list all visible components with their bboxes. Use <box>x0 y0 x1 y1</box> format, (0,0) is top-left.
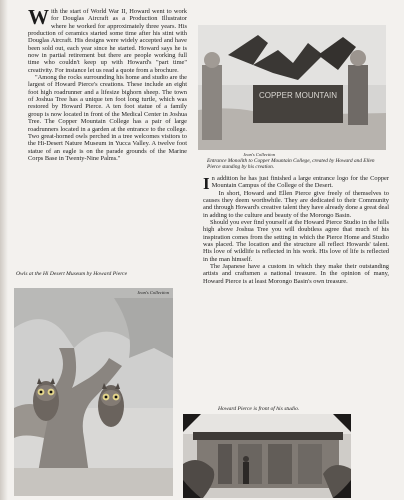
studio-photo <box>183 414 351 498</box>
studio-photo-caption: Howard Pierce is front of his studio. <box>218 406 300 412</box>
owls-photo <box>14 288 173 496</box>
owls-photo-caption: Owls at the Hi Desert Museum by Howard Pierce <box>16 271 128 277</box>
monolith-photo-caption: Entrance Monolith to Copper Mountain College, created by Howard and Ellen Pierce standing by his creation. <box>207 158 375 171</box>
paragraph: "Among the rocks surrounding his home and studio are the largest of Howard Pierce's creations. These include an eight foot high roadrunner and a lifesize bighorn sheep. The town of Joshua Tree has a unique ten foot long turtle, which was restored by Howard Pierce. A ten foot statue of a family group is now located in front of the Medical Center in Joshua Tree. The Copper Mountain College has a pair of large roadrunners located in a garden at the entrance to the college. Two great-horned owls perched in a tree welcomes visitors to the Hi-Desert Nature Museum in Yucca Valley. A twelve foot statue of an eagle is on the parade grounds of the Marine Corps Base in Twenty-Nine Palms." <box>28 74 187 162</box>
monolith-photo <box>198 25 386 150</box>
dropcap-w: W <box>28 5 49 29</box>
owls-photo-credit: Jean's Collection <box>137 290 169 295</box>
sign-text: COPPER MOUNTAIN <box>258 91 338 100</box>
paragraph: The Japanese have a custom in which they make their outstanding artists and craftsmen a national treasure. In the opinion of many, Howard Pierce is at least Morongo Basin's own treasure. <box>203 263 389 285</box>
left-column-text <box>28 5 187 162</box>
right-column-text <box>203 175 389 285</box>
paragraph: In short, Howard and Ellen Pierce give freely of themselves to causes they deem worthwhile. They are dedicated to their Community and through Howard's creative talent they have already done a great deal in adding to the culture and beauty of the Morongo Basin. <box>203 189 389 219</box>
paragraph: Should you ever find yourself at the Howard Pierce Studio in the hills high above Joshua Tree you will doubtless agree that much of his inspiration comes from the setting in which the Pierce Home and Studio was placed. The location and the structure all reflect Howards' talent. His love of wildlife is reflected in his work. His love of life is reflected in the man himself. <box>203 219 389 263</box>
page-gutter-shadow <box>0 0 8 500</box>
paragraph: ith the start of World War II, Howard went to work for Douglas Aircraft as a Production Illustrator where he worked for approximately three years. His production of ceramics started some time after his stint with Douglas Aircraft. His designs were widely accepted and have been sold out, each year since he started. Howard says he is now in partial retirement but there are people working full time who couldn't keep up with Howard's "part time" creativity. For instance let us read a quote from a brochure. <box>28 8 187 74</box>
paragraph: n addition he has just finished a large entrance logo for the Copper Mountain Campus of the College of the Desert. <box>211 175 389 190</box>
monolith-photo-credit: Jean's Collection <box>243 152 275 157</box>
dropcap-i: I <box>203 174 210 193</box>
